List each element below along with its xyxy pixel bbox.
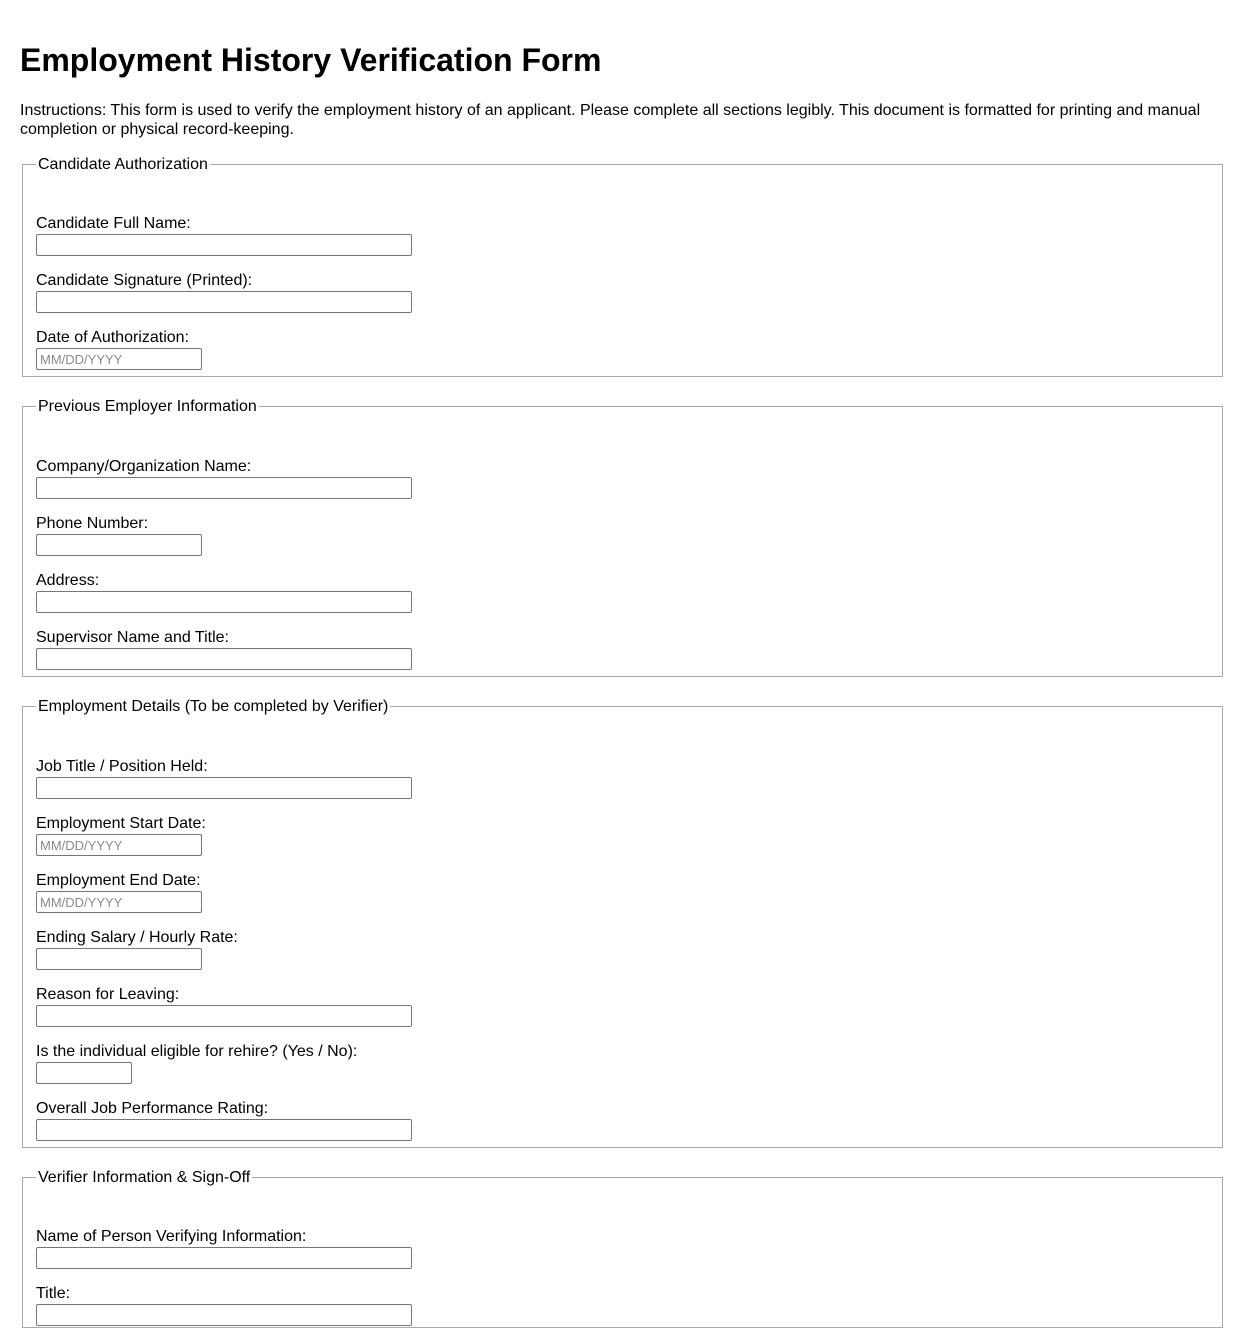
field-label: Company/Organization Name: — [36, 458, 252, 475]
job-title-field — [36, 757, 412, 799]
field-label: Date of Authorization: — [36, 329, 189, 346]
field-label: Employment Start Date: — [36, 815, 206, 832]
company-name-field — [36, 457, 412, 499]
verifier-name-input[interactable] — [36, 1247, 412, 1269]
field-label: Reason for Leaving: — [36, 986, 180, 1003]
address-field — [36, 571, 412, 613]
company-name-input[interactable] — [36, 477, 412, 499]
performance-rating-input[interactable] — [36, 1119, 412, 1141]
date-of-authorization-field — [36, 328, 202, 370]
end-date-input[interactable] — [36, 891, 202, 913]
section-legend: Previous Employer Information — [38, 398, 257, 415]
verifier-section — [22, 1168, 1223, 1328]
candidate-signature-input[interactable] — [36, 291, 412, 313]
field-label: Employment End Date: — [36, 872, 201, 889]
job-title-input[interactable] — [36, 777, 412, 799]
field-label: Address: — [36, 572, 100, 589]
field-label: Candidate Signature (Printed): — [36, 272, 253, 289]
verifier-title-input[interactable] — [36, 1304, 412, 1326]
field-label: Candidate Full Name: — [36, 215, 191, 232]
field-label: Overall Job Performance Rating: — [36, 1100, 269, 1117]
phone-number-field — [36, 514, 202, 556]
field-label: Supervisor Name and Title: — [36, 629, 229, 646]
candidate-authorization-section — [22, 155, 1223, 377]
field-label: Name of Person Verifying Information: — [36, 1228, 307, 1245]
field-label: Title: — [36, 1285, 71, 1302]
start-date-input[interactable] — [36, 834, 202, 856]
end-date-field — [36, 871, 202, 913]
ending-salary-field — [36, 928, 238, 970]
previous-employer-section — [22, 397, 1223, 677]
field-label: Ending Salary / Hourly Rate: — [36, 929, 238, 946]
page-title: Employment History Verification Form — [20, 42, 602, 78]
ending-salary-input[interactable] — [36, 948, 202, 970]
reason-for-leaving-input[interactable] — [36, 1005, 412, 1027]
section-legend: Employment Details (To be completed by Verifier) — [38, 698, 389, 715]
reason-for-leaving-field — [36, 985, 412, 1027]
field-label: Phone Number: — [36, 515, 149, 532]
rehire-eligibility-input[interactable] — [36, 1062, 132, 1084]
rehire-eligibility-field — [36, 1042, 357, 1084]
phone-number-input[interactable] — [36, 534, 202, 556]
field-label: Is the individual eligible for rehire? (Yes / No): — [36, 1043, 358, 1060]
candidate-signature-field — [36, 271, 412, 313]
address-input[interactable] — [36, 591, 412, 613]
date-of-authorization-input[interactable] — [36, 348, 202, 370]
verifier-name-field — [36, 1227, 412, 1269]
supervisor-field — [36, 628, 412, 670]
verifier-title-field — [36, 1284, 412, 1326]
candidate-full-name-input[interactable] — [36, 234, 412, 256]
instructions-text: Instructions: This form is used to verify the employment history of an applicant. Please complete all sections legibly. This document is formatted for printing and manual completion or physical record-keeping. — [20, 102, 1201, 138]
start-date-field — [36, 814, 206, 856]
employment-details-section — [22, 697, 1223, 1148]
candidate-full-name-field — [36, 214, 412, 256]
section-legend: Verifier Information & Sign-Off — [38, 1169, 251, 1186]
supervisor-input[interactable] — [36, 648, 412, 670]
performance-rating-field — [36, 1099, 412, 1141]
field-label: Job Title / Position Held: — [36, 758, 208, 775]
section-legend: Candidate Authorization — [38, 156, 208, 173]
